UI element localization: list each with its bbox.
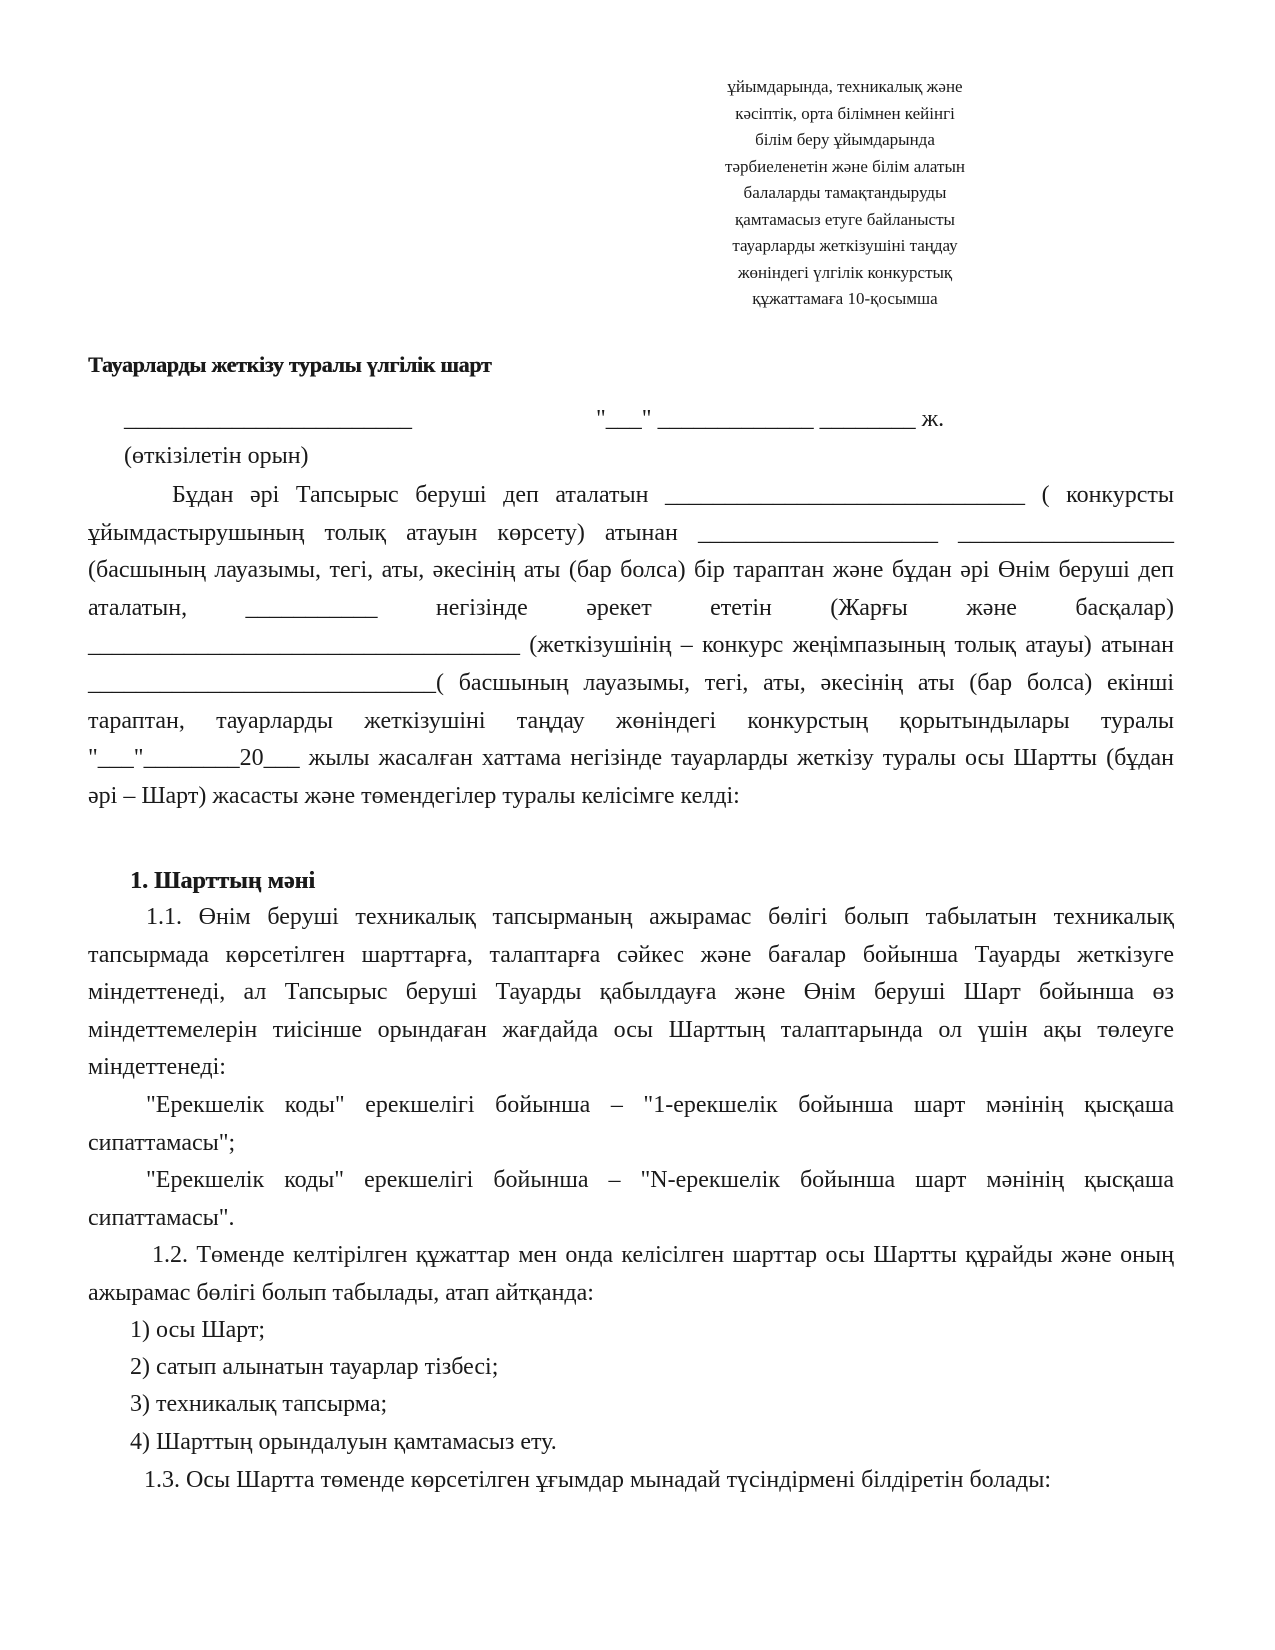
specification-2: "Ерекшелік коды" ерекшелігі бойынша – "N-ерекшелік бойынша шарт мәнінің қысқаша сипаттамасы". [88,1167,1174,1231]
section-heading: 1. Шарттың мәні [130,868,316,894]
list-item: 4) Шарттың орындалуын қамтамасыз ету. [130,1429,557,1455]
document-title: Тауарларды жеткізу туралы үлгілік шарт [88,352,492,377]
annex-header-line: білім беру ұйымдарында [755,130,935,149]
annex-header-line: жөніндегі үлгілік конкурстық [737,262,953,282]
annex-header-line: балаларды тамақтандыруды [743,183,947,202]
intro-paragraph: Бұдан әрі Тапсырыс беруші деп аталатын ______________________________ ( конкурсты ұйымдастырушының толық атауын көрсету) атынан ____________________ __________________ (басшының лауазымы, тегі, аты, әкесінің аты (бар болса) бір тараптан және бұдан әрі Өнім беруші деп аталатын, ___________ негізінде әрекет ететін (Жарғы және басқалар) ____________________________________ (жеткізушінің – конкурс жеңімпазының толық атауы) атынан _____________________________( басшының лауазымы, тегі, аты, әкесінің аты (бар болса) екінші тараптан, тауарларды жеткізушіні таңдау жөніндегі конкурстың қорытындылары туралы "___"________20___ жылы жасалған хаттама негізінде тауарларды жеткізу туралы осы Шартты (бұдан әрі – Шарт) жасасты және төмендегілер туралы келісімге келді: [88,482,1174,809]
annex-header-line: тәрбиеленетін және білім алатын [725,156,965,176]
annex-header-line: қамтамасыз етуге байланысты [735,209,955,229]
annex-header-line: ұйымдарында, техникалық және [727,77,963,96]
annex-header-line: кәсіптік, орта білімнен кейінгі [735,103,955,123]
paragraph-1-2: 1.2. Төменде келтірілген құжаттар мен онда келісілген шарттар осы Шартты құрайды және оның ажырамас бөлігі болып табылады, атап айтқанда: [88,1242,1174,1306]
annex-header-line: тауарларды жеткізушіні таңдау [732,236,958,255]
annex-header [660,74,1030,313]
list-item: 3) техникалық тапсырма; [130,1391,388,1417]
list-item: 1) осы Шарт; [130,1317,266,1343]
list-item: 2) сатып алынатын тауарлар тізбесі; [130,1354,499,1380]
date-blank: "___" _____________ ________ ж. [596,406,945,432]
paragraph-1-1: 1.1. Өнім беруші техникалық тапсырманың ажырамас бөлігі болып табылатын техникалық тапсырмада көрсетілген шарттарға, талаптарға сәйкес және бағалар бойынша Тауарды жеткізуге міндеттенеді, ал Тапсырыс беруші Тауарды қабылдауға және Өнім беруші Шарт бойынша өз міндеттемелерін тиісінше орындаған жағдайда осы Шарттың талаптарында ол үшін ақы төлеуге міндеттенеді: [88,904,1174,1081]
annex-header-line: құжаттамаға 10-қосымша [752,289,938,308]
paragraph-1-3: 1.3. Осы Шартта төменде көрсетілген ұғымдар мынадай түсіндірмені білдіретін болады: [144,1467,1051,1493]
place-caption: (өткізілетін орын) [124,443,309,469]
place-blank: ________________________ [124,406,412,432]
specification-1: "Ерекшелік коды" ерекшелігі бойынша – "1-ерекшелік бойынша шарт мәнінің қысқаша сипаттамасы"; [88,1092,1174,1156]
